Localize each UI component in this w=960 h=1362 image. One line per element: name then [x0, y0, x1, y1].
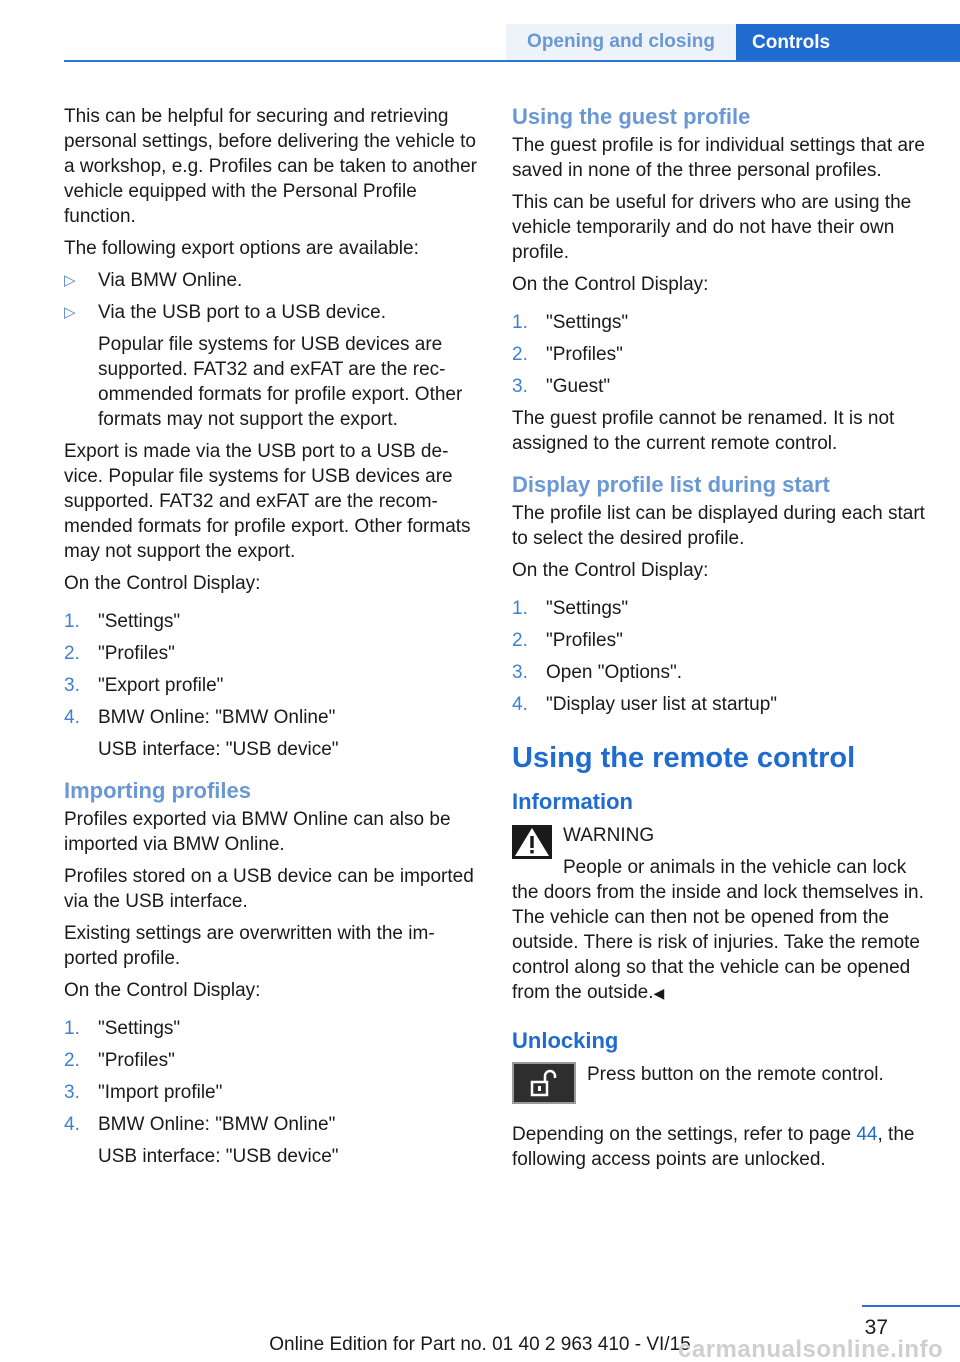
unlock-button-icon [512, 1062, 576, 1104]
step-number: 3. [512, 376, 528, 397]
warning-body: People or animals in the vehicle can lock the doors from the inside and lock themselves in. The vehicle can then not be opened from the outside. There is risk of injuries. Take the remote control along so that the vehicle can be opened from the outside. [512, 857, 924, 1003]
step-sub-text: USB interface: "USB device" [98, 739, 339, 760]
importing-paragraph-1: Profiles exported via BMW Online can also be imported via BMW Online. [64, 809, 451, 855]
step-number: 4. [512, 694, 528, 715]
section-tab[interactable]: Opening and closing [506, 24, 736, 60]
step-text: "Display user list at startup" [546, 694, 778, 715]
list-item [64, 609, 480, 634]
step-number: 3. [64, 675, 80, 696]
step-number: 1. [64, 1018, 80, 1039]
left-column [64, 104, 480, 1176]
step-number: 1. [512, 598, 528, 619]
footer-rule [862, 1305, 960, 1307]
guest-paragraph-2: This can be useful for drivers who are using the vehicle temporarily and do not have their own profile. [512, 192, 912, 263]
list-item-text: Via the USB port to a USB device. [98, 302, 386, 323]
step-text: "Profiles" [546, 344, 623, 365]
control-display-intro: On the Control Display: [64, 573, 261, 594]
list-item [64, 1112, 480, 1169]
step-text: "Guest" [546, 376, 611, 397]
step-text: "Settings" [98, 1018, 181, 1039]
control-display-intro: On the Control Display: [512, 560, 709, 581]
step-text: BMW Online: "BMW Online" [98, 707, 336, 728]
chapter-tab[interactable]: Controls [736, 24, 960, 62]
display-profile-list-heading: Display profile list during start [512, 472, 830, 497]
unlocking-block [512, 1062, 932, 1110]
list-item [64, 673, 480, 698]
list-item [512, 342, 932, 367]
warning-text [512, 855, 932, 1006]
step-sub-text: USB interface: "USB device" [98, 1146, 339, 1167]
list-item [512, 310, 932, 335]
step-text: "Settings" [546, 598, 629, 619]
guest-profile-heading: Using the guest profile [512, 104, 751, 129]
list-item [512, 628, 932, 653]
display-steps-list [512, 596, 932, 717]
page-number: 37 [864, 1316, 888, 1339]
list-item [64, 1080, 480, 1105]
edition-footer: Online Edition for Part no. 01 40 2 963 410 - VI/15 [269, 1334, 691, 1355]
page-header [0, 24, 960, 62]
step-text: "Profiles" [546, 630, 623, 651]
importing-paragraph-3: Existing settings are overwritten with the imported profile. [64, 923, 435, 969]
warning-title: WARNING [563, 825, 655, 846]
step-number: 3. [64, 1082, 80, 1103]
remote-control-heading: Using the remote control [512, 742, 856, 774]
export-usb-paragraph: Export is made via the USB port to a USB device. Popular file systems for USB devices are supported. FAT32 and exFAT are the recommended formats for profile export. Other formats may not support the export. [64, 441, 471, 562]
triangle-bullet-icon: ▷ [64, 272, 76, 289]
step-number: 2. [64, 643, 80, 664]
triangle-bullet-icon: ▷ [64, 304, 76, 321]
control-display-intro: On the Control Display: [64, 980, 261, 1001]
export-options-list [64, 268, 480, 432]
step-number: 1. [64, 611, 80, 632]
control-display-intro: On the Control Display: [512, 274, 709, 295]
step-number: 2. [64, 1050, 80, 1071]
warning-triangle-icon [512, 825, 552, 859]
step-text: "Export profile" [98, 675, 224, 696]
unlocking-paragraph [512, 1122, 932, 1172]
step-text: "Settings" [98, 611, 181, 632]
right-column [512, 104, 932, 1179]
list-item [512, 374, 932, 399]
export-steps-list [64, 609, 480, 762]
step-number: 2. [512, 630, 528, 651]
importing-profiles-heading: Importing profiles [64, 778, 251, 803]
list-item [64, 300, 480, 432]
step-number: 2. [512, 344, 528, 365]
importing-paragraph-2: Profiles stored on a USB device can be imported via the USB interface. [64, 866, 474, 912]
list-item [512, 596, 932, 621]
list-item [512, 692, 932, 717]
end-mark-icon: ◀ [653, 985, 665, 1001]
intro-paragraph: This can be helpful for securing and retrieving personal settings, before delivering the vehicle to a workshop, e.g. Profiles can be taken to another vehicle equipped with the Personal Profile function. [64, 106, 477, 227]
guest-paragraph-1: The guest profile is for individual settings that are saved in none of the three personal profiles. [512, 135, 925, 181]
display-paragraph-1: The profile list can be displayed during each start to select the desired profile. [512, 503, 925, 549]
step-text: BMW Online: "BMW Online" [98, 1114, 336, 1135]
step-text: Open "Options". [546, 662, 683, 683]
step-number: 4. [64, 1114, 80, 1135]
list-item [512, 660, 932, 685]
list-item [64, 705, 480, 762]
unlocking-text-before: Depending on the settings, refer to page [512, 1124, 857, 1145]
list-item-detail: Popular file systems for USB devices are supported. FAT32 and exFAT are the recommended formats for profile export. Other formats may not support the export. [98, 334, 463, 430]
unlocking-heading: Unlocking [512, 1028, 619, 1053]
information-heading: Information [512, 789, 633, 814]
watermark: carmanualsonline.info [678, 1336, 944, 1362]
unlocking-instruction: Press button on the remote control. [587, 1064, 884, 1085]
page-reference-link[interactable]: 44 [856, 1124, 878, 1145]
step-number: 4. [64, 707, 80, 728]
warning-block [512, 823, 932, 1006]
step-number: 1. [512, 312, 528, 333]
guest-steps-list [512, 310, 932, 399]
step-number: 3. [512, 662, 528, 683]
list-item [64, 1048, 480, 1073]
import-steps-list [64, 1016, 480, 1169]
guest-paragraph-3: The guest profile cannot be renamed. It is not assigned to the current remote control. [512, 408, 895, 454]
step-text: "Profiles" [98, 643, 175, 664]
list-item [64, 641, 480, 666]
export-options-intro: The following export options are available: [64, 238, 419, 259]
unlocking-text-after: , the following access points are unlocked. [512, 1124, 915, 1170]
list-item [64, 1016, 480, 1041]
step-text: "Import profile" [98, 1082, 223, 1103]
step-text: "Profiles" [98, 1050, 175, 1071]
list-item-text: Via BMW Online. [98, 270, 243, 291]
header-rule [64, 60, 960, 62]
list-item [64, 268, 480, 293]
step-text: "Settings" [546, 312, 629, 333]
